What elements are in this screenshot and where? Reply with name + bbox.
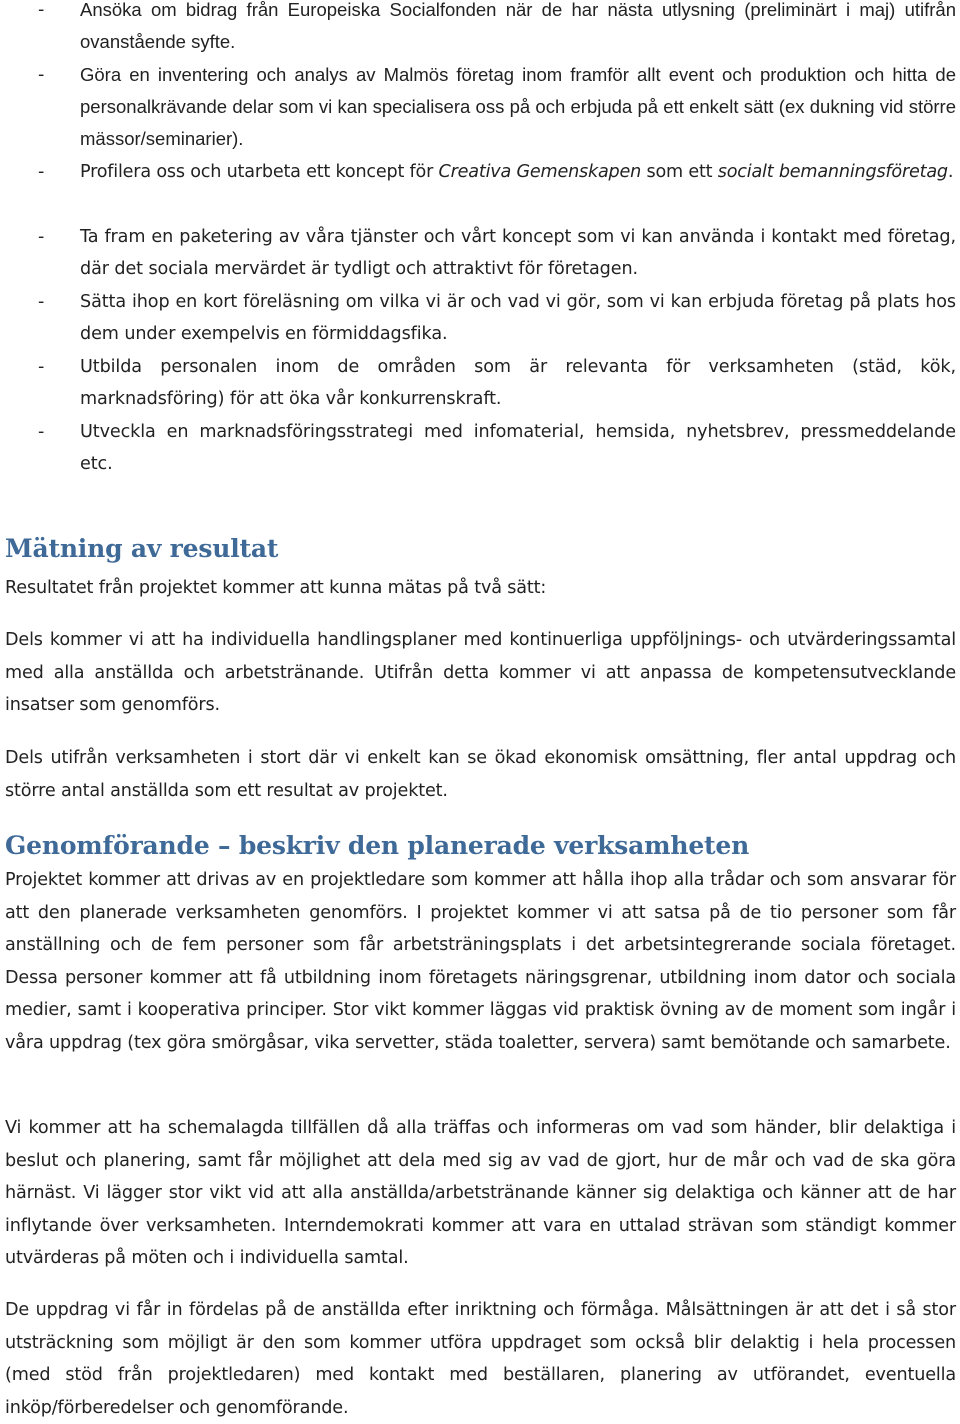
list-marker: - [38,0,45,20]
list-item-text [80,156,956,188]
list-marker: - [38,227,45,247]
list-item-text-part: som ett [641,162,718,182]
list-item-text: Utbilda personalen inom de områden som är relevanta för verksamheten (städ, kök, marknadsföring) för att öka vår konkurrenskraft. [80,357,956,409]
results-paragraph: Dels utifrån verksamheten i stort där vi enkelt kan se ökad ekonomisk omsättning, fler antal uppdrag och större antal anställda som ett resultat av projektet. [5,748,956,801]
list-item-text: Sätta ihop en kort föreläsning om vilka vi är och vad vi gör, som vi kan erbjuda företag på plats hos dem under exempelvis en förmiddagsfika. [80,292,956,344]
list-item-text-part: . [947,162,954,182]
results-paragraph: Dels kommer vi att ha individuella handlingsplaner med kontinuerliga uppföljnings- och utvärderingssamtal med alla anställda och arbetstränande. Utifrån detta kommer vi att anpassa de kompetensutvecklande insatser som genomförs. [5,630,956,715]
implementation-paragraph: Vi kommer att ha schemalagda tillfällen då alla träffas och informeras om vad som händer, blir delaktiga i beslut och planering, samt får möjlighet att dela med sig av vad de gjort, hur de mår och vad de ska göra härnäst. Vi lägger stor vikt vid att alla anställda/arbetstränande känner sig delaktiga och känner att de har inflytande över verksamheten. Interndemokrati kommer att vara en uttalad strävan som ständigt kommer utvärderas på möten och i individuella samtal. [5,1118,956,1268]
implementation-paragraph: Projektet kommer att drivas av en projektledare som kommer att hålla ihop alla trådar och som ansvarar för att den planerade verksamheten genomförs. I projektet kommer vi att satsa på de tio personer som får anställning och de fem personer som får arbetsträningsplats i det arbetsintegrerande sociala företaget. Dessa personer kommer att få utbildning inom företagets näringsgrenar, utbildning inom dator och sociala medier, samt i kooperativa principer. Stor vikt kommer läggas vid praktisk övning av de moment som ingår i våra uppdrag (tex göra smörgåsar, vika servetter, städa toaletter, servera) samt bemötande och samarbete. [5,870,956,1053]
list-item-text: Ta fram en paketering av våra tjänster och vårt koncept som vi kan använda i kontakt med företag, där det sociala mervärdet är tydligt och attraktivt för företagen. [80,227,956,279]
brand-name: Creativa Gemenskapen [438,162,642,182]
list-marker: - [38,422,45,442]
company-type: socialt bemanningsföretag [717,162,948,182]
list-marker: - [38,65,45,85]
results-intro: Resultatet från projektet kommer att kunna mätas på två sätt: [5,578,547,598]
section-heading-implementation: Genomförande – beskriv den planerade verksamheten [5,831,750,860]
list-item-text-part: Profilera oss och utarbeta ett koncept för [80,162,439,182]
list-marker: - [38,292,45,312]
list-marker: - [38,357,45,377]
implementation-paragraph: De uppdrag vi får in fördelas på de anställda efter inriktning och förmåga. Målsättningen är att det i så stor utsträckning som möjligt är den som kommer utföra uppdraget som också blir delaktig i hela processen (med stöd från projektledaren) med kontakt med beställaren, planering av utförandet, eventuella inköp/förberedelser och genomförande. [5,1300,956,1418]
list-item-text: Göra en inventering och analys av Malmös företag inom framför allt event och produktion och hitta de personalkrävande delar som vi kan specialisera oss på och erbjuda på ett enkelt sätt (ex dukning vid större mässor/seminarier). [80,64,956,149]
list-item-text: Ansöka om bidrag från Europeiska Socialfonden när de har nästa utlysning (preliminärt i maj) utifrån ovanstående syfte. [80,0,956,52]
list-item-text: Utveckla en marknadsföringsstrategi med infomaterial, hemsida, nyhetsbrev, pressmeddelande etc. [80,422,956,474]
list-marker: - [38,162,45,182]
section-heading-results: Mätning av resultat [5,534,279,563]
